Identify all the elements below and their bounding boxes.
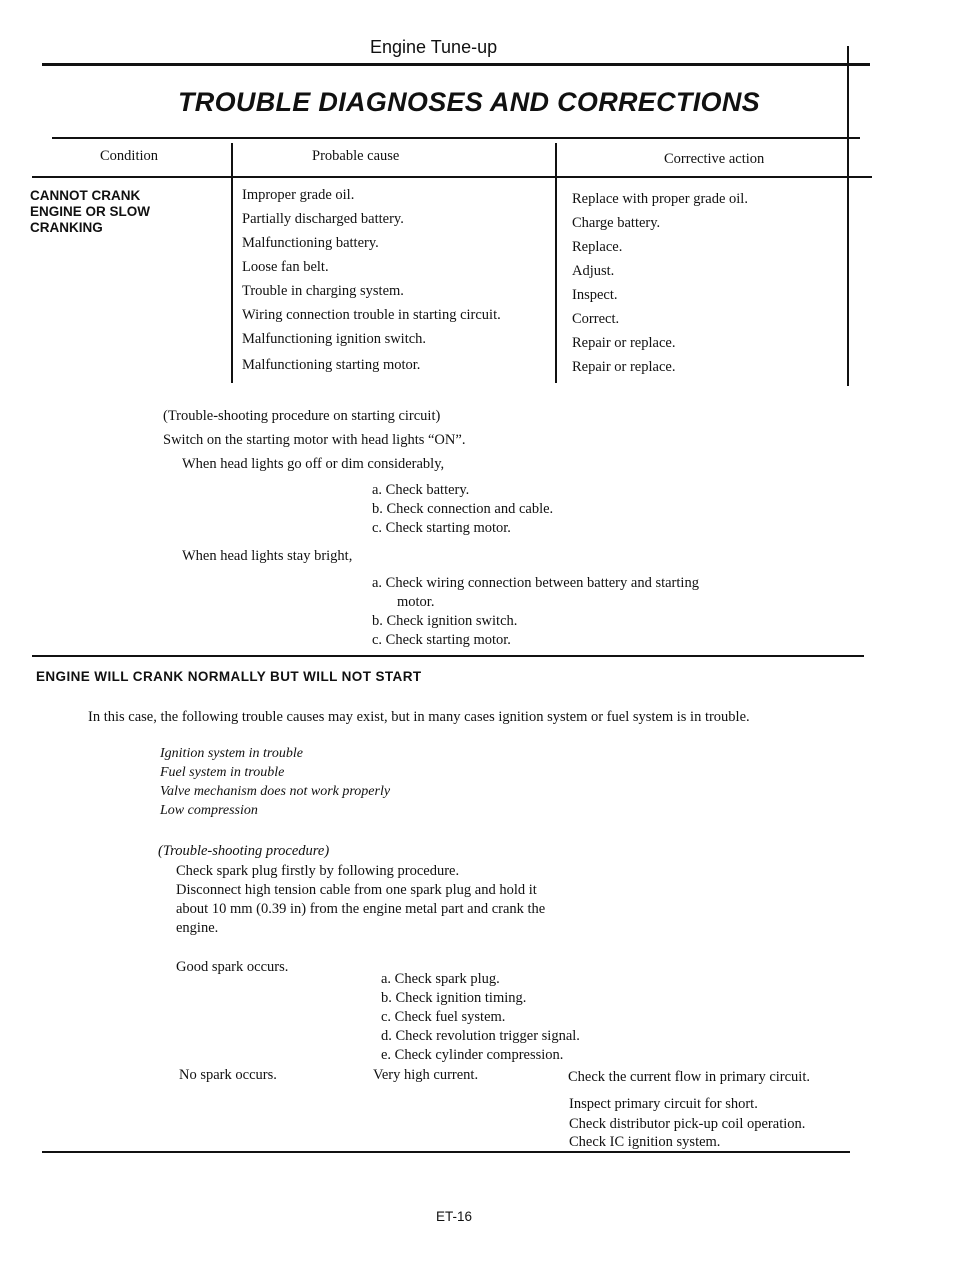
cause-item: Malfunctioning ignition switch.: [242, 331, 427, 347]
action-item: Repair or replace.: [572, 359, 676, 375]
very-high-current: Very high current.: [373, 1067, 479, 1083]
cause-list-item: Low compression: [160, 803, 258, 818]
good-spark-label: Good spark occurs.: [176, 959, 289, 975]
cause-item: Loose fan belt.: [242, 259, 329, 275]
good-spark-steps: [381, 970, 580, 1065]
step-item: c. Check starting motor.: [372, 632, 511, 648]
action-item: Adjust.: [572, 263, 615, 279]
primary-check-item: Check distributor pick-up coil operation.: [569, 1116, 806, 1132]
step-item: b. Check ignition timing.: [381, 990, 527, 1006]
table-header-rule: [32, 176, 872, 178]
procedure-line: Disconnect high tension cable from one spark plug and hold it: [176, 882, 537, 898]
header-probable-cause: Probable cause: [312, 148, 400, 164]
right-margin-rule: [847, 46, 849, 386]
cause-item: Trouble in charging system.: [242, 283, 404, 299]
cause-list-item: Ignition system in trouble: [160, 746, 303, 761]
cause-item: Wiring connection trouble in starting circuit.: [242, 307, 501, 323]
dim-steps: [372, 481, 553, 538]
condition-line: ENGINE OR SLOW: [30, 204, 151, 219]
header-rule: [42, 63, 870, 66]
action-item: Charge battery.: [572, 215, 661, 231]
header-corrective-action: Corrective action: [664, 151, 765, 167]
step-item: e. Check cylinder compression.: [381, 1047, 564, 1063]
condition-line: CRANKING: [30, 220, 103, 235]
section-divider: [32, 655, 864, 657]
header-condition: Condition: [100, 148, 159, 164]
page-number: ET-16: [436, 1209, 473, 1224]
current-check: Check the current flow in primary circuit.: [568, 1069, 810, 1085]
condition-line: CANNOT CRANK: [30, 188, 141, 203]
starting-heading: (Trouble-shooting procedure on starting circuit): [163, 408, 441, 424]
cause-item: Improper grade oil.: [242, 187, 355, 203]
section-header: Engine Tune-up: [370, 37, 498, 57]
action-item: Replace.: [572, 239, 623, 255]
no-spark-label: No spark occurs.: [179, 1067, 277, 1083]
cause-list-item: Fuel system in trouble: [160, 765, 285, 780]
cause-item: Malfunctioning starting motor.: [242, 357, 421, 373]
starting-line: Switch on the starting motor with head lights “ON”.: [163, 432, 466, 448]
cause-column: [242, 186, 501, 380]
table-divider-1: [231, 143, 233, 383]
table-divider-2: [555, 143, 557, 383]
action-column: [572, 190, 748, 382]
procedure-line: Check spark plug firstly by following procedure.: [176, 863, 460, 879]
bright-condition: When head lights stay bright,: [182, 548, 353, 564]
bottom-rule: [42, 1151, 850, 1153]
bright-steps: [372, 574, 699, 650]
table-top-rule: [52, 137, 860, 139]
step-item: c. Check fuel system.: [381, 1009, 506, 1025]
step-item: c. Check starting motor.: [372, 520, 511, 536]
action-item: Correct.: [572, 311, 620, 327]
procedure-lines: [176, 862, 545, 938]
cause-list-item: Valve mechanism does not work properly: [160, 784, 391, 799]
primary-check-item: Inspect primary circuit for short.: [569, 1096, 758, 1112]
step-item: a. Check battery.: [372, 482, 470, 498]
procedure-line: engine.: [176, 920, 219, 936]
action-item: Repair or replace.: [572, 335, 676, 351]
procedure-line: about 10 mm (0.39 in) from the engine metal part and crank the: [176, 901, 546, 917]
procedure-heading: (Trouble-shooting procedure): [158, 843, 330, 859]
page-title: TROUBLE DIAGNOSES AND CORRECTIONS: [178, 87, 760, 117]
action-item: Inspect.: [572, 287, 618, 303]
step-item: motor.: [397, 594, 435, 610]
primary-checks: [569, 1095, 805, 1151]
dim-condition: When head lights go off or dim considerably,: [182, 456, 445, 472]
section2-heading: ENGINE WILL CRANK NORMALLY BUT WILL NOT START: [36, 669, 422, 684]
step-item: a. Check wiring connection between battery and starting: [372, 575, 699, 591]
step-item: b. Check ignition switch.: [372, 613, 518, 629]
step-item: a. Check spark plug.: [381, 971, 500, 987]
cause-item: Partially discharged battery.: [242, 211, 404, 227]
cause-item: Malfunctioning battery.: [242, 235, 379, 251]
cause-list: [160, 744, 390, 820]
primary-check-item: Check IC ignition system.: [569, 1134, 721, 1150]
step-item: d. Check revolution trigger signal.: [381, 1028, 580, 1044]
step-item: b. Check connection and cable.: [372, 501, 554, 517]
action-item: Replace with proper grade oil.: [572, 191, 748, 207]
section2-intro: In this case, the following trouble causes may exist, but in many cases ignition system or fuel system is in trouble.: [88, 709, 750, 725]
condition-cell: [30, 188, 150, 236]
